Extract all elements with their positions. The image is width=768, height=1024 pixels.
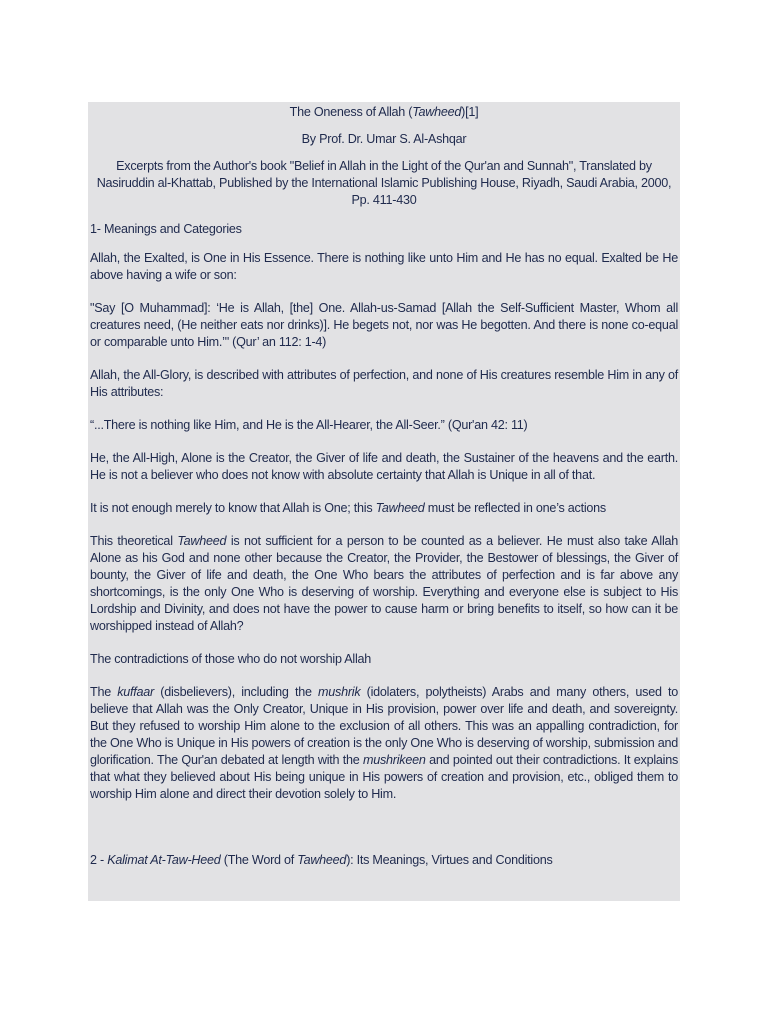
excerpt-note: Excerpts from the Author's book "Belief in Allah in the Light of the Qur'an and Sunnah", Translated by Nasiruddin al-Khattab, Published by the International Islamic Publishing House, Riyadh, Saudi Arabia, 2000, Pp. 411-430 xyxy=(96,159,672,207)
document-title xyxy=(90,104,678,121)
paragraph-2: Allah, the All-Glory, is described with attributes of perfection, and none of His creatures resemble Him in any of His attributes: xyxy=(90,368,678,399)
paragraph-6: The kuffaar (disbelievers), including the mushrik (idolaters, polytheists) Arabs and many others, used to believe that Allah was the Only Creator, Unique in His provision, power over life and death, and sovereignty. But they refused to worship Him alone to the exclusion of all others. This was an appalling contradiction, for the One Who is Unique in His powers of creation is the only One Who is deserving of worship, submission and glorification. The Qur'an debated at length with the mushrikeen and pointed out their contradictions. It explains that what they believed about His being unique in His powers of creation and provision, etc., obliged them to worship Him alone and direct their devotion solely to Him. xyxy=(90,685,679,801)
section1-heading: 1- Meanings and Categories xyxy=(90,222,242,236)
title-italic: Tawheed xyxy=(412,105,462,119)
title-text: The Oneness of Allah ( xyxy=(289,105,413,119)
document-page xyxy=(88,102,680,901)
quote-2: “...There is nothing like Him, and He is the All-Hearer, the All-Seer.” (Qur'an 42: 11) xyxy=(90,418,528,432)
paragraph-5: This theoretical Tawheed is not sufficient for a person to be counted as a believer. He must also take Allah Alone as his God and none other because the Creator, the Provider, the Bestower of blessings, the Giver of bounty, the Giver of life and death, the One Who bears the attributes of perfection and is far above any shortcomings, is the only One Who is deserving of worship. Everything and everyone else is subject to His Lordship and Divinity, and does not have the power to cause harm or bring benefits to itself, so how can it be worshipped instead of Allah? xyxy=(90,534,678,633)
section2-heading: 2 - Kalimat At-Taw-Heed (The Word of Tawheed): Its Meanings, Virtues and Conditions xyxy=(90,853,553,867)
heading-contradictions: The contradictions of those who do not worship Allah xyxy=(90,652,372,666)
paragraph-1: Allah, the Exalted, is One in His Essence. There is nothing like unto Him and He has no equal. Exalted be He above having a wife or son: xyxy=(90,251,678,282)
author-line: By Prof. Dr. Umar S. Al-Ashqar xyxy=(301,132,467,146)
paragraph-4: It is not enough merely to know that Allah is One; this Tawheed must be reflected in one’s actions xyxy=(90,501,606,515)
title-footnote: )[1] xyxy=(461,105,479,119)
paragraph-3: He, the All-High, Alone is the Creator, the Giver of life and death, the Sustainer of the heavens and the earth. He is not a believer who does not know with absolute certainty that Allah is Unique in all of that. xyxy=(90,451,678,482)
quote-1: "Say [O Muhammad]: ‘He is Allah, [the] One. Allah-us-Samad [Allah the Self-Sufficient Master, Whom all creatures need, (He neither eats nor drinks)]. He begets not, nor was He begotten. And there is none co-equal or comparable unto Him.’" (Qur’ an 112: 1-4) xyxy=(90,301,678,349)
